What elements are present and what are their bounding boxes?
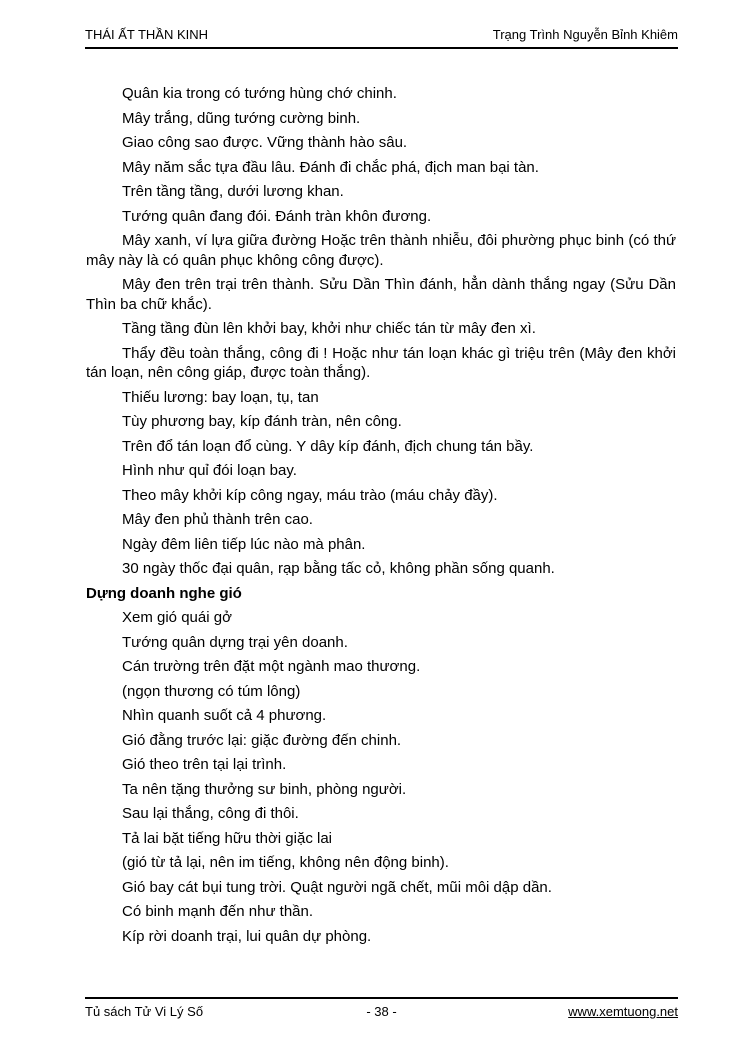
paragraph: Thiếu lương: bay loạn, tụ, tan (122, 388, 319, 406)
paragraph: Mây đen trên trại trên thành. Sửu Dần Thìn đánh, hẳn dành thắng ngay (Sửu Dần Thìn ba chữ khắc). (86, 276, 676, 313)
paragraph: Thẩy đều toàn thắng, công đi ! Hoặc như tán loạn khác gì triệu trên (Mây đen khởi tán loạn, nên công giáp, được toàn thắng). (86, 344, 676, 381)
paragraph: Giao công sao được. Vững thành hào sâu. (122, 134, 408, 151)
paragraph: Tướng quân dựng trại yên doanh. (122, 633, 348, 651)
paragraph: Mây xanh, ví lựa giữa đường Hoặc trên thành nhiễu, đôi phường phục binh (có thứ mây này là có quân phục không công được). (86, 232, 676, 269)
paragraph: Tầng tầng đùn lên khởi bay, khởi như chiếc tán từ mây đen xì. (122, 320, 536, 337)
footer-page-number: - 38 - (366, 1004, 397, 1019)
paragraph: Hình như quỉ đói loạn bay. (122, 462, 297, 479)
document-body (86, 84, 676, 951)
header-rule (85, 47, 678, 49)
paragraph: 30 ngày thốc đại quân, rạp bằng tấc cỏ, không phần sống quanh. (122, 560, 555, 577)
section-heading: Dựng doanh nghe gió (86, 584, 242, 602)
paragraph: Quân kia trong có tướng hùng chớ chinh. (122, 85, 397, 102)
footer-series-label: Tủ sách Tử Vi Lý Số (85, 1004, 204, 1019)
paragraph: Nhìn quanh suốt cả 4 phương. (122, 707, 327, 724)
paragraph: Tả lai bặt tiếng hữu thời giặc lai (122, 829, 332, 847)
page-footer (85, 997, 678, 1019)
paragraph: Mây đen phủ thành trên cao. (122, 511, 313, 528)
paragraph: Trên đổ tán loạn đổ cùng. Y dây kíp đánh, địch chung tán bầy. (122, 437, 534, 455)
paragraph: Mây trắng, dũng tướng cường binh. (122, 109, 361, 127)
paragraph: Sau lại thắng, công đi thôi. (122, 805, 299, 822)
paragraph: Gió theo trên tại lại trình. (122, 756, 287, 773)
paragraph: Có binh mạnh đến như thần. (122, 903, 314, 920)
paragraph: (ngọn thương có túm lông) (122, 682, 301, 700)
paragraph: Gió đằng trước lại: giặc đường đến chinh. (122, 731, 402, 749)
header-author: Trạng Trình Nguyễn Bỉnh Khiêm (492, 27, 678, 42)
footer-website-link[interactable]: www.xemtuong.net (568, 1004, 679, 1019)
paragraph: Kíp rời doanh trại, lui quân dự phòng. (122, 927, 372, 945)
paragraph: Tùy phương bay, kíp đánh tràn, nên công. (122, 413, 402, 430)
footer-right (480, 1004, 678, 1019)
paragraph: Cán trường trên đặt một ngành mao thương. (122, 658, 421, 675)
paragraph: Gió bay cát bụi tung trời. Quật người ngã chết, mũi môi dập dần. (122, 878, 552, 896)
paragraph: Xem gió quái gở (122, 609, 232, 626)
page-header (85, 27, 678, 49)
paragraph: Ta nên tặng thưởng sư binh, phòng người. (122, 780, 407, 798)
paragraph: (gió từ tả lại, nên im tiếng, không nên động binh). (122, 854, 449, 871)
paragraph: Trên tầng tầng, dưới lương khan. (122, 183, 344, 200)
paragraph: Ngày đêm liên tiếp lúc nào mà phân. (122, 535, 366, 553)
paragraph: Tướng quân đang đói. Đánh tràn khôn đương. (122, 207, 432, 225)
header-book-title: THÁI ẤT THẦN KINH (85, 27, 209, 42)
paragraph: Mây năm sắc tựa đầu lâu. Đánh đi chắc phá, địch man bại tàn. (122, 158, 539, 176)
paragraph: Theo mây khởi kíp công ngay, máu trào (máu chảy đầy). (122, 486, 498, 504)
